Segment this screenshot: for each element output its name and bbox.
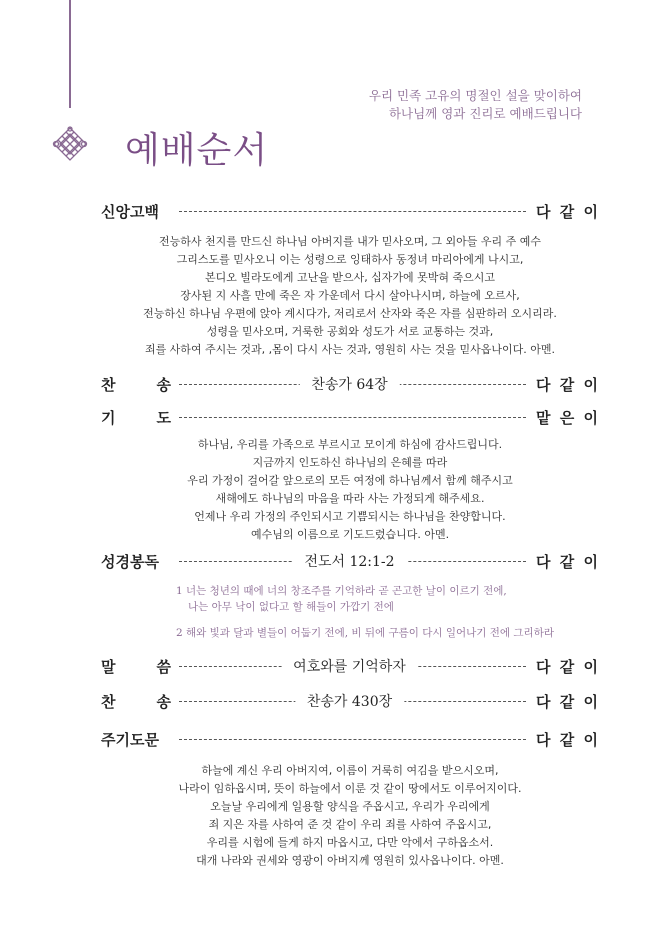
order-item-detail: 찬송가 430장: [295, 691, 404, 711]
apostles-creed-text: [110, 233, 590, 359]
order-item-hymn-1: [101, 374, 598, 396]
creed-line: 그리스도를 믿사오니 이는 성령으로 잉태하사 동정녀 마리아에게 나시고,: [176, 253, 524, 266]
intro-line: 하나님께 영과 진리로 예배드립니다: [388, 106, 582, 121]
scripture-text: [176, 583, 596, 641]
order-item-detail: 전도서 12:1-2: [292, 551, 406, 571]
korean-knot-ornament-icon: [52, 126, 88, 162]
dashed-leader: [179, 211, 526, 212]
dashed-leader: [179, 739, 526, 740]
prayer-line: 하나님, 우리를 가족으로 부르시고 모이게 하심에 감사드립니다.: [197, 438, 503, 451]
order-item-leader: 다 같 이: [536, 731, 598, 749]
page-title: 예배순서: [125, 130, 269, 171]
creed-line: 장사된 지 사흘 만에 죽은 자 가운데서 다시 살아나시며, 하늘에 오르사,: [180, 289, 520, 302]
creed-line: 전능하신 하나님 우편에 앉아 계시다가, 저리로서 산자와 죽은 자를 심판하러 오시리라.: [143, 307, 557, 320]
order-item-leader: 다 같 이: [536, 693, 598, 711]
scripture-verse-continued: 나는 아무 낙이 없다고 할 해들이 가깝기 전에: [188, 601, 394, 613]
lords-prayer-line: 대개 나라와 권세와 영광이 아버지께 영원히 있사옵나이다. 아멘.: [196, 854, 504, 867]
order-item-label: 찬 송: [101, 376, 171, 394]
lords-prayer-line: 하늘에 계신 우리 아버지여, 이름이 거룩히 여김을 받으시오며,: [201, 764, 499, 777]
order-item-label: 성경봉독: [101, 553, 159, 571]
order-item-leader: 다 같 이: [536, 553, 598, 571]
order-item-label: 찬 송: [101, 693, 171, 711]
lords-prayer-text: [110, 762, 590, 870]
scripture-verse: 2 해와 빛과 달과 별들이 어둡기 전에, 비 뒤에 구름이 다시 일어나기 전에 그리하라: [176, 627, 554, 639]
order-item-label: 신앙고백: [101, 203, 159, 221]
dashed-leader: [179, 417, 526, 418]
intro-text: [282, 87, 582, 123]
prayer-line: 새해에도 하나님의 마음을 따라 사는 가정되게 해주세요.: [215, 492, 485, 505]
lords-prayer-line: 오늘날 우리에게 일용할 양식을 주옵시고, 우리가 우리에게: [210, 800, 490, 813]
intro-line: 우리 민족 고유의 명절인 설을 맞이하여: [368, 88, 582, 103]
prayer-text: [110, 436, 590, 544]
order-item-lords-prayer: [101, 729, 598, 751]
order-item-label: 말 씀: [101, 658, 171, 676]
lords-prayer-line: 죄 지은 자를 사하여 준 것 같이 우리 죄를 사하여 주옵시고,: [208, 818, 492, 831]
order-item-leader: 다 같 이: [536, 203, 598, 221]
order-item-creed: [101, 201, 598, 223]
order-item-leader: 다 같 이: [536, 658, 598, 676]
prayer-line: 언제나 우리 가정의 주인되시고 기쁨되시는 하나님을 찬양합니다.: [194, 510, 506, 523]
creed-line: 전능하사 천지를 만드신 하나님 아버지를 내가 믿사오며, 그 외아들 우리 주 예수: [159, 235, 541, 248]
scripture-verse: 1 너는 청년의 때에 너의 창조주를 기억하라 곧 곤고한 날이 이르기 전에,: [176, 585, 507, 597]
decorative-vertical-line: [69, 0, 71, 108]
prayer-line: 우리 가정이 걸어갈 앞으로의 모든 여정에 하나님께서 함께 해주시고: [187, 474, 513, 487]
creed-line: 성령을 믿사오며, 거룩한 공회와 성도가 서로 교통하는 것과,: [206, 325, 494, 338]
order-item-label: 주기도문: [101, 731, 159, 749]
order-item-leader: 맡 은 이: [536, 409, 598, 427]
lords-prayer-line: 우리를 시험에 들게 하지 마옵시고, 다만 악에서 구하옵소서.: [206, 836, 494, 849]
prayer-line: 예수님의 이름으로 기도드렸습니다. 아멘.: [250, 528, 450, 541]
creed-line: 본디오 빌라도에게 고난을 받으사, 십자가에 못박혀 죽으시고: [204, 271, 496, 284]
order-item-hymn-2: [101, 691, 598, 713]
order-item-leader: 다 같 이: [536, 376, 598, 394]
order-item-sermon: [101, 656, 598, 678]
order-item-detail: 찬송가 64장: [299, 374, 399, 394]
order-item-label: 기 도: [101, 409, 171, 427]
prayer-line: 지금까지 인도하신 하나님의 은혜를 따라: [252, 456, 448, 469]
creed-line: 죄를 사하여 주시는 것과, ,몸이 다시 사는 것과, 영원히 사는 것을 믿사옵나이다. 아멘.: [144, 343, 556, 356]
order-item-scripture-reading: [101, 551, 598, 573]
order-item-detail: 여호와를 기억하자: [281, 656, 418, 676]
order-item-prayer: [101, 407, 598, 429]
lords-prayer-line: 나라이 임하옵시며, 뜻이 하늘에서 이룬 것 같이 땅에서도 이루어지이다.: [178, 782, 522, 795]
